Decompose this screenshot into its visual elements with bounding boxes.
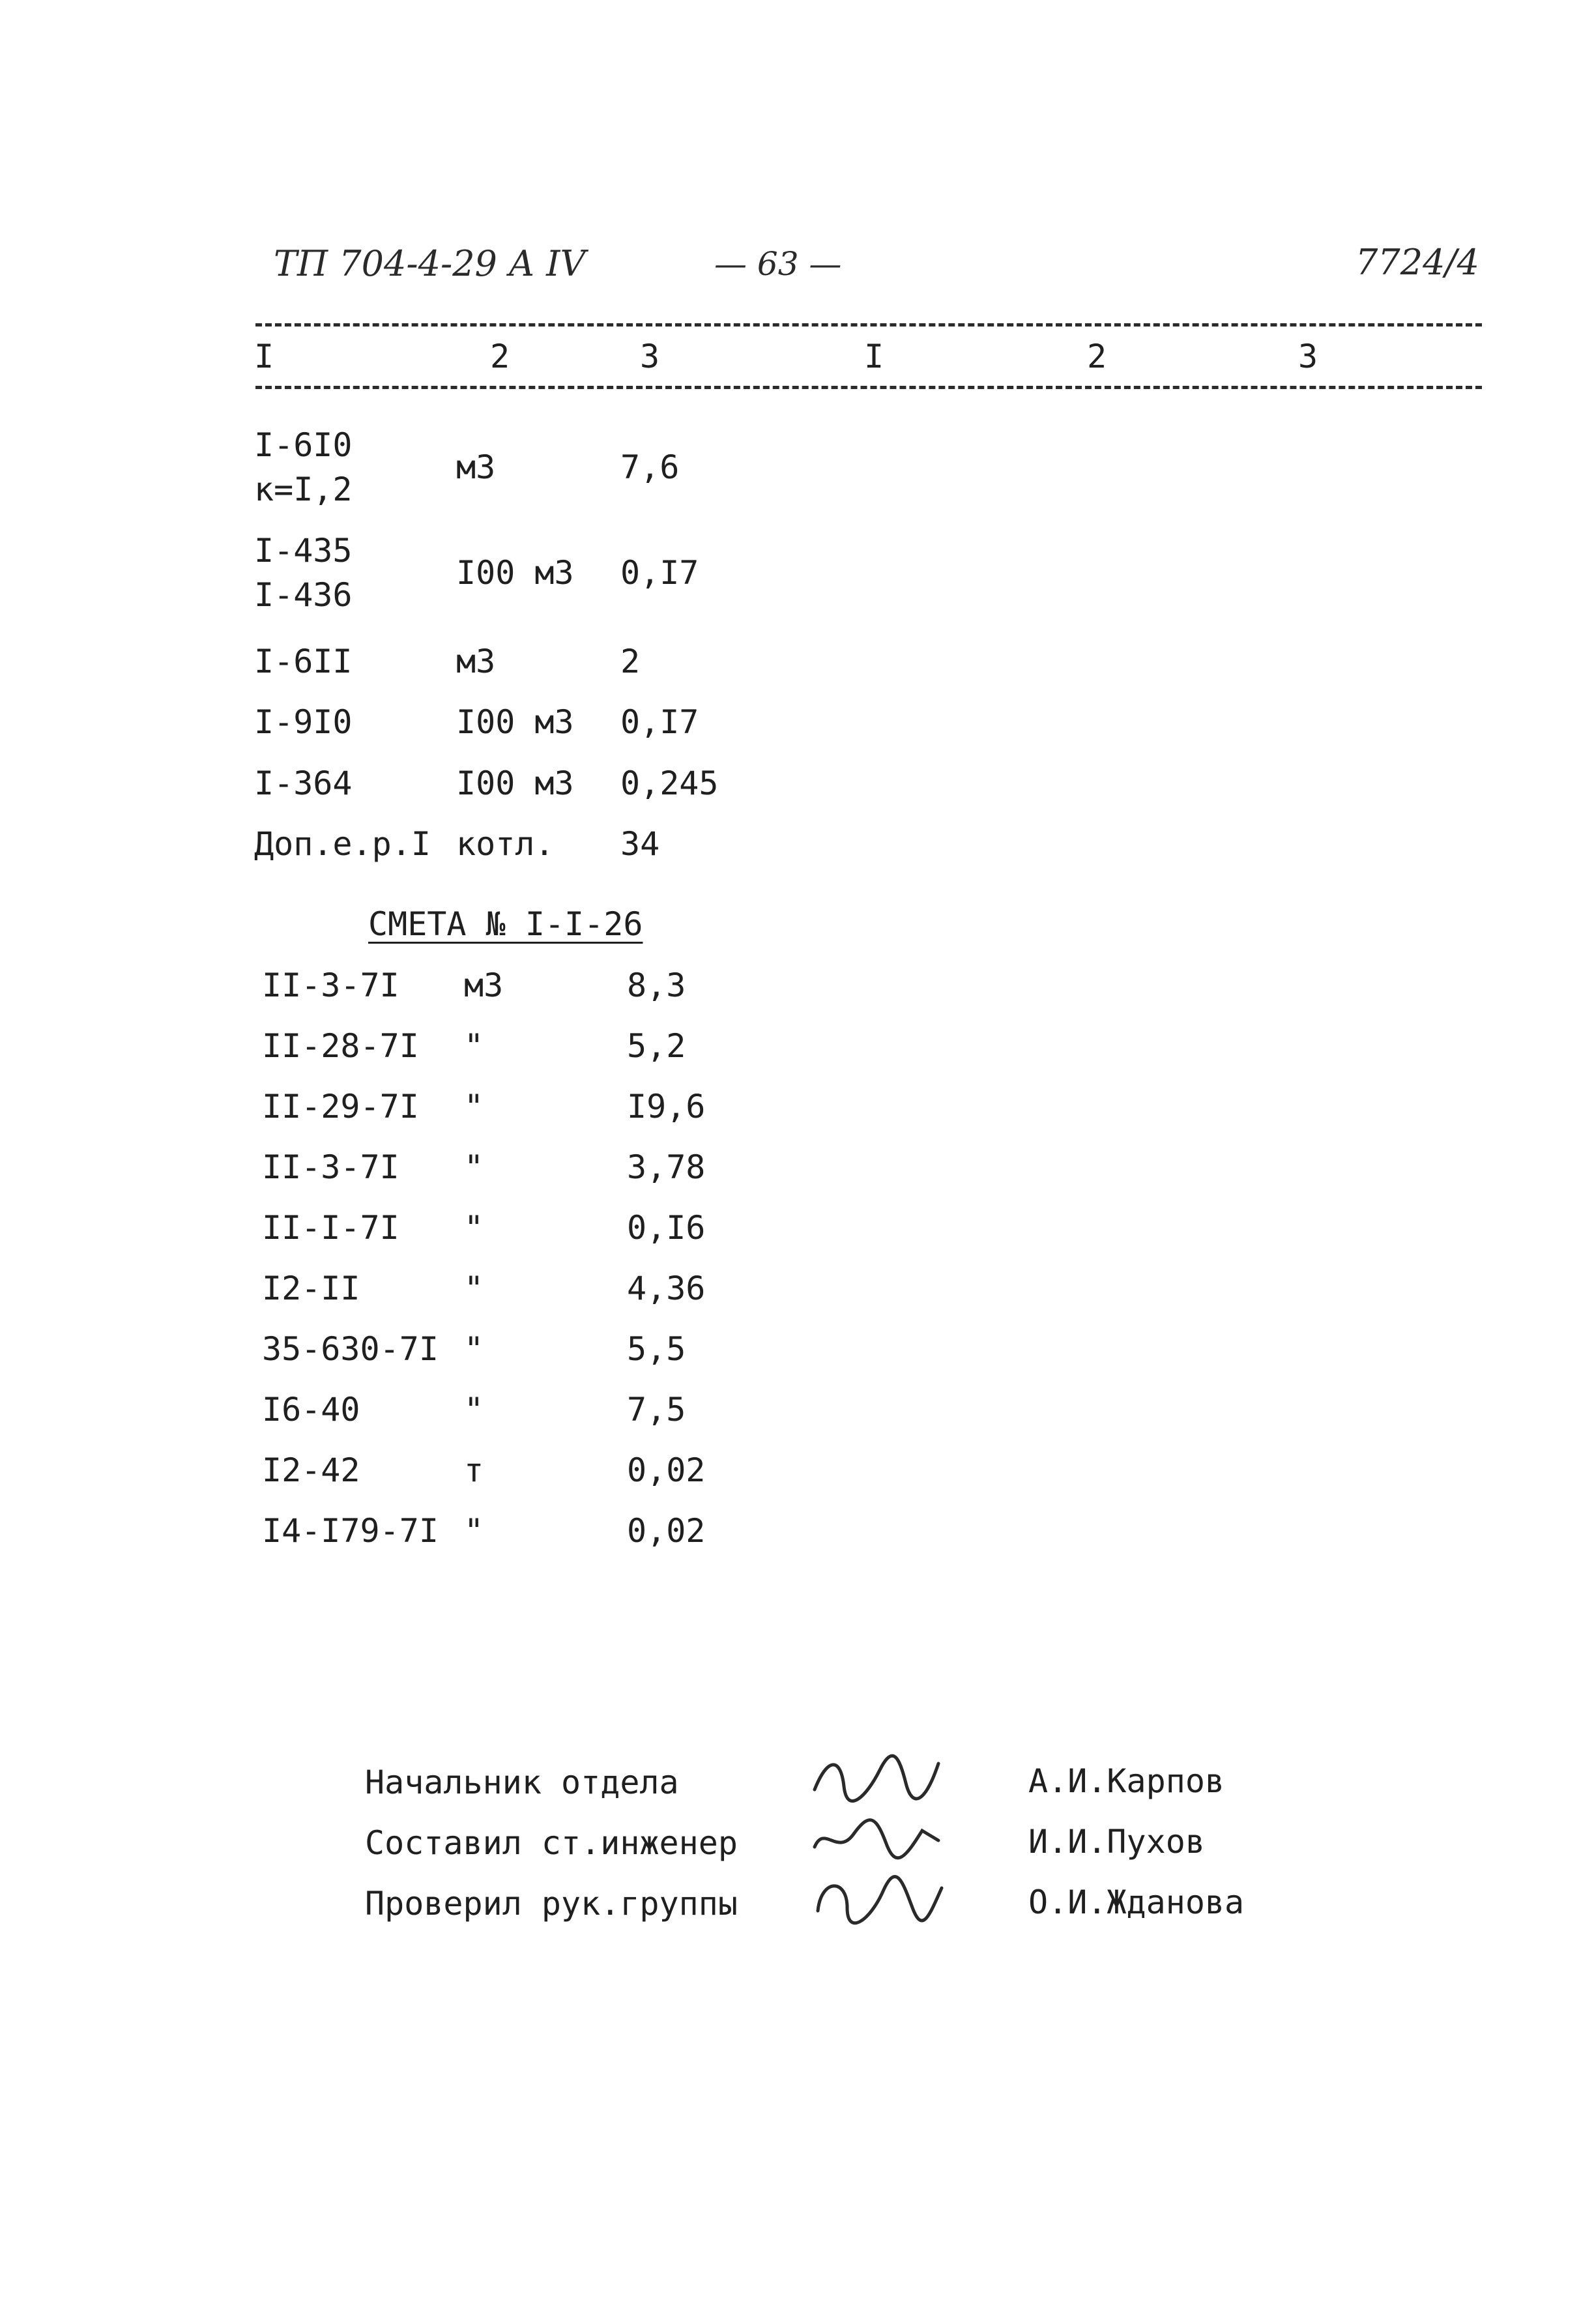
row-value: I9,6	[627, 1088, 706, 1126]
row-code: I2-42	[262, 1451, 360, 1489]
row-unit: "	[464, 1088, 484, 1126]
row-unit: "	[464, 1148, 484, 1186]
row-unit: котл.	[456, 825, 555, 863]
row-code: к=I,2	[254, 471, 353, 508]
row-value: 5,5	[627, 1330, 686, 1368]
row-unit: "	[464, 1027, 484, 1065]
row-code: 35-630-7I	[262, 1330, 439, 1368]
column-header-6: 3	[1298, 338, 1318, 375]
page-number: — 63 —	[714, 245, 842, 283]
column-header-3: 3	[640, 338, 660, 375]
document-code: ТП 704-4-29 А IV	[274, 243, 586, 284]
row-unit: "	[464, 1512, 484, 1550]
row-code: II-28-7I	[262, 1027, 419, 1065]
row-value: 0,245	[620, 764, 719, 802]
row-code: I-9I0	[254, 703, 353, 741]
column-header-4: I	[864, 338, 884, 375]
signature-name: И.И.Пухов	[1028, 1823, 1205, 1861]
row-value: 7,6	[620, 448, 680, 486]
row-value: 2	[620, 643, 641, 680]
signature-name: О.И.Жданова	[1028, 1883, 1245, 1921]
row-code: I-6II	[254, 643, 353, 680]
signature-name: А.И.Карпов	[1028, 1762, 1225, 1800]
row-unit: I00 м3	[456, 703, 574, 741]
row-unit: "	[464, 1330, 484, 1368]
handwritten-signature	[805, 1872, 955, 1930]
row-value: 3,78	[627, 1148, 706, 1186]
row-unit: "	[464, 1391, 484, 1429]
row-code: II-29-7I	[262, 1088, 419, 1126]
row-unit: I00 м3	[456, 764, 574, 802]
signature-role: Проверил рук.группы	[365, 1885, 738, 1923]
row-unit: "	[464, 1209, 484, 1247]
column-header-2: 2	[490, 338, 510, 375]
row-value: 0,I7	[620, 703, 699, 741]
row-code: I-436	[254, 576, 353, 614]
table-header-rule	[255, 386, 1482, 389]
row-code: I-6I0	[254, 426, 353, 464]
row-value: 4,36	[627, 1270, 706, 1307]
row-value: 0,I6	[627, 1209, 706, 1247]
row-unit: м3	[456, 643, 496, 680]
row-code: II-I-7I	[262, 1209, 399, 1247]
row-value: 7,5	[627, 1391, 686, 1429]
row-value: 8,3	[627, 966, 686, 1004]
row-value: 5,2	[627, 1027, 686, 1065]
row-unit: м3	[456, 448, 496, 486]
column-header-1: I	[254, 338, 274, 375]
row-unit: м3	[464, 966, 504, 1004]
row-unit: т	[464, 1451, 484, 1489]
row-value: 0,02	[627, 1451, 706, 1489]
row-code: II-3-7I	[262, 966, 399, 1004]
table-top-rule	[255, 323, 1482, 327]
row-value: 34	[620, 825, 660, 863]
row-code: II-3-7I	[262, 1148, 399, 1186]
row-value: 0,02	[627, 1512, 706, 1550]
handwritten-signature	[805, 1811, 955, 1870]
row-unit: "	[464, 1270, 484, 1307]
row-code: Доп.е.р.I	[254, 825, 431, 863]
section-title: СМЕТА № I-I-26	[368, 905, 643, 943]
row-code: I-435	[254, 532, 353, 570]
row-unit: I00 м3	[456, 554, 574, 592]
signature-role: Составил ст.инженер	[365, 1824, 738, 1862]
column-header-5: 2	[1087, 338, 1107, 375]
row-code: I2-II	[262, 1270, 360, 1307]
row-code: I4-I79-7I	[262, 1512, 439, 1550]
row-code: I6-40	[262, 1391, 360, 1429]
signature-role: Начальник отдела	[365, 1764, 679, 1801]
row-value: 0,I7	[620, 554, 699, 592]
row-code: I-364	[254, 764, 353, 802]
sheet-code: 7724/4	[1355, 242, 1479, 283]
handwritten-signature	[805, 1750, 955, 1809]
